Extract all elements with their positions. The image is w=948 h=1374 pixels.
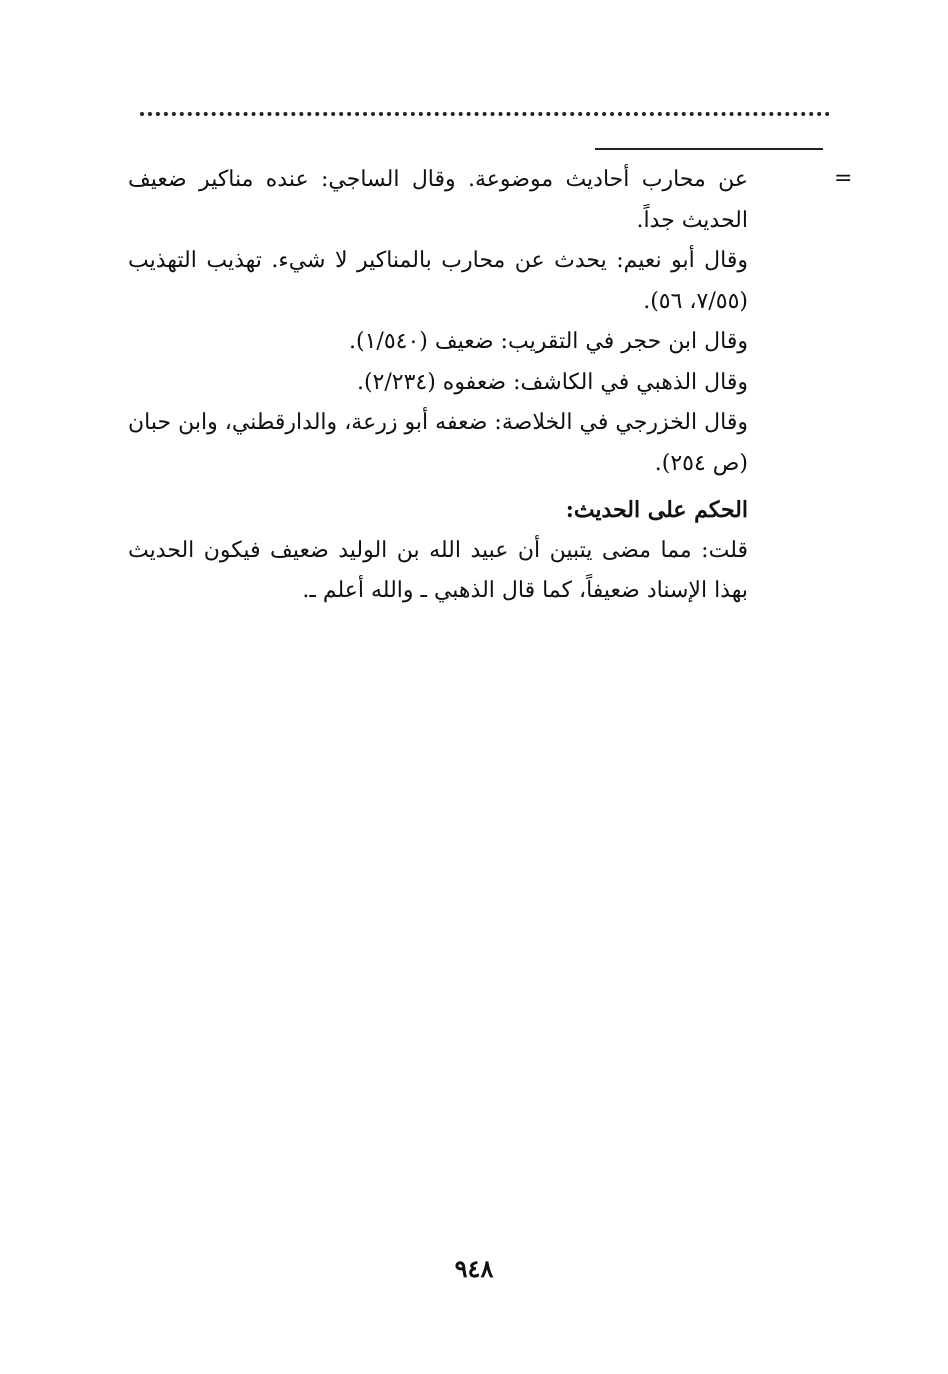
footnote-line-5: وقال الخزرجي في الخلاصة: ضعفه أبو زرعة، والدارقطني، وابن حبان (ص ٢٥٤).: [128, 410, 748, 476]
continuation-mark: =: [834, 166, 853, 191]
dotted-separator: [140, 112, 830, 116]
ruling-heading: الحكم على الحديث:: [565, 497, 748, 523]
footnote-line-2: وقال أبو نعيم: يحدث عن محارب بالمناكير لا شيء. تهذيب التهذيب (٧/٥٥، ٥٦).: [128, 248, 748, 314]
page-number: ٩٤٨: [454, 1254, 494, 1283]
footnote-body: [128, 160, 748, 612]
ruling-text: قلت: مما مضى يتبين أن عبيد الله بن الوليد ضعيف فيكون الحديث بهذا الإسناد ضعيفاً، كما قال الذهبي ـ والله أعلم ـ.: [128, 537, 748, 603]
footnote-line-1: عن محارب أحاديث موضوعة. وقال الساجي: عنده مناكير ضعيف الحديث جداً.: [128, 167, 748, 233]
footnote-line-4: وقال الذهبي في الكاشف: ضعفوه (٢/٢٣٤).: [356, 369, 748, 395]
footnote-rule: [595, 148, 823, 150]
footnote-line-3: وقال ابن حجر في التقريب: ضعيف (١/٥٤٠).: [349, 329, 748, 354]
